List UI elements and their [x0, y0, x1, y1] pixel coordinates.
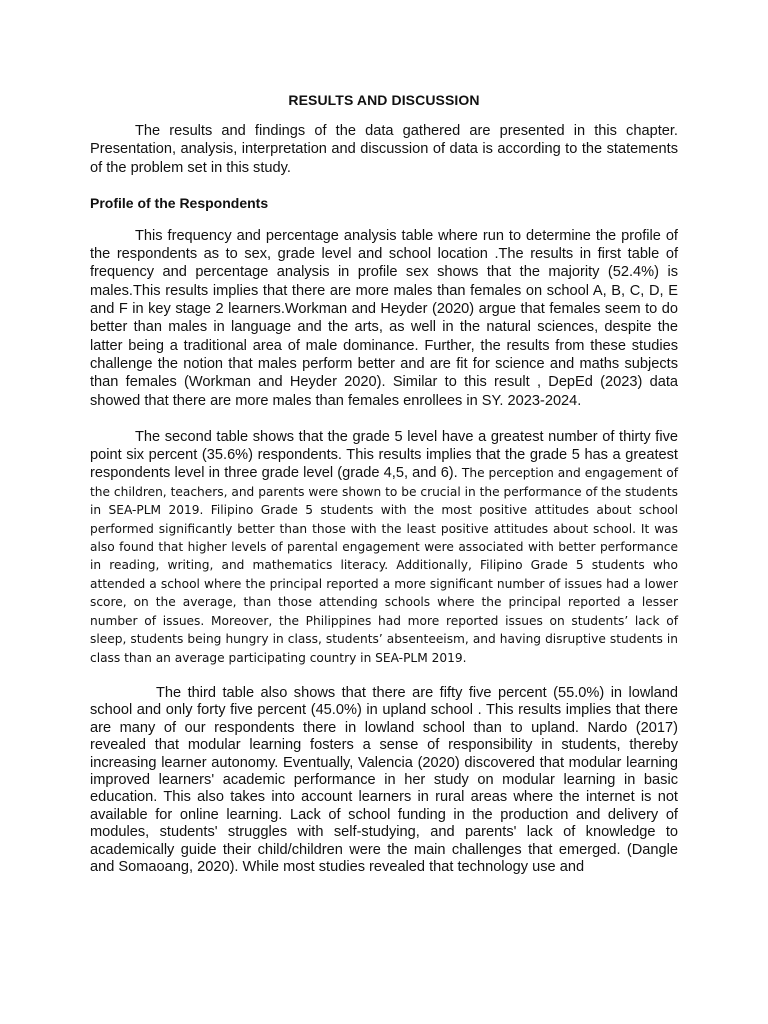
section-heading: Profile of the Respondents	[90, 194, 269, 211]
intro-paragraph: The results and findings of the data gathered are presented in this chapter. Presentation, analysis, interpretation and discussion of data is according to the statements of the problem set in this study.	[90, 123, 678, 176]
paragraph-school-location: The third table also shows that there are fifty five percent (55.0%) in lowland school and only forty five percent (45.0%) in upland school . This results implies that there are many of our respondents there in lowland school than to upland. Nardo (2017) revealed that modular learning fosters a sense of responsibility in students, thereby increasing learner autonomy. Eventually, Valencia (2020) discovered that modular learning improved learners' academic performance in her study on modular learning in basic education. This also takes into account learners in rural areas where the internet is not available for online learning. Lack of school funding in the production and delivery of modules, students' struggles with self-studying, and parents' lack of knowledge to academically guide their child/children were the main challenges that emerged. (Dangle and Somaoang, 2020). While most studies revealed that technology use and	[90, 684, 678, 875]
paragraph-sex-profile: This frequency and percentage analysis table where run to determine the profile of the respondents as to sex, grade level and school location .The results in first table of frequency and percentage analysis in profile sex shows that the majority (52.4%) is males.This results implies that there are more males than females on school A, B, C, D, E and F in key stage 2 learners.Workman and Heyder (2020) argue that females seem to do better than males in language and the arts, as well in the natural sciences, despite the latter being a traditional area of male dominance. Further, the results from these studies challenge the notion that males perform better and are fit for science and maths subjects than females (Workman and Heyder 2020). Similar to this result , DepEd (2023) data showed that there are more males than females enrollees in SY. 2023-2024.	[90, 227, 678, 409]
page-title: RESULTS AND DISCUSSION	[288, 92, 480, 108]
paragraph-grade-level-quote: The perception and engagement of the children, teachers, and parents were shown to be crucial in the performance of the students in SEA-PLM 2019. Filipino Grade 5 students with the most positive attitudes about school performed significantly better than those with the least positive attitudes about school. It was also found that higher levels of parental engagement were associated with better performance in reading, writing, and mathematics literacy. Additionally, Filipino Grade 5 students who attended a school where the principal reported a more significant number of issues had a lower score, on the average, than those attending schools where the principal reported a lesser number of issues. Moreover, the Philippines had more reported issues on students’ lack of sleep, students being hungry in class, students’ absenteeism, and having disruptive students in class than an average participating country in SEA-PLM 2019.	[90, 466, 678, 665]
paragraph-grade-level-lead: The second table shows that the grade 5 level have a greatest number of thirty five point six percent (35.6%) respondents. This results implies that the grade 5 has a greatest respondents level in three grade level (grade 4,5, and 6).	[90, 428, 678, 482]
paragraph-grade-level	[90, 428, 678, 667]
